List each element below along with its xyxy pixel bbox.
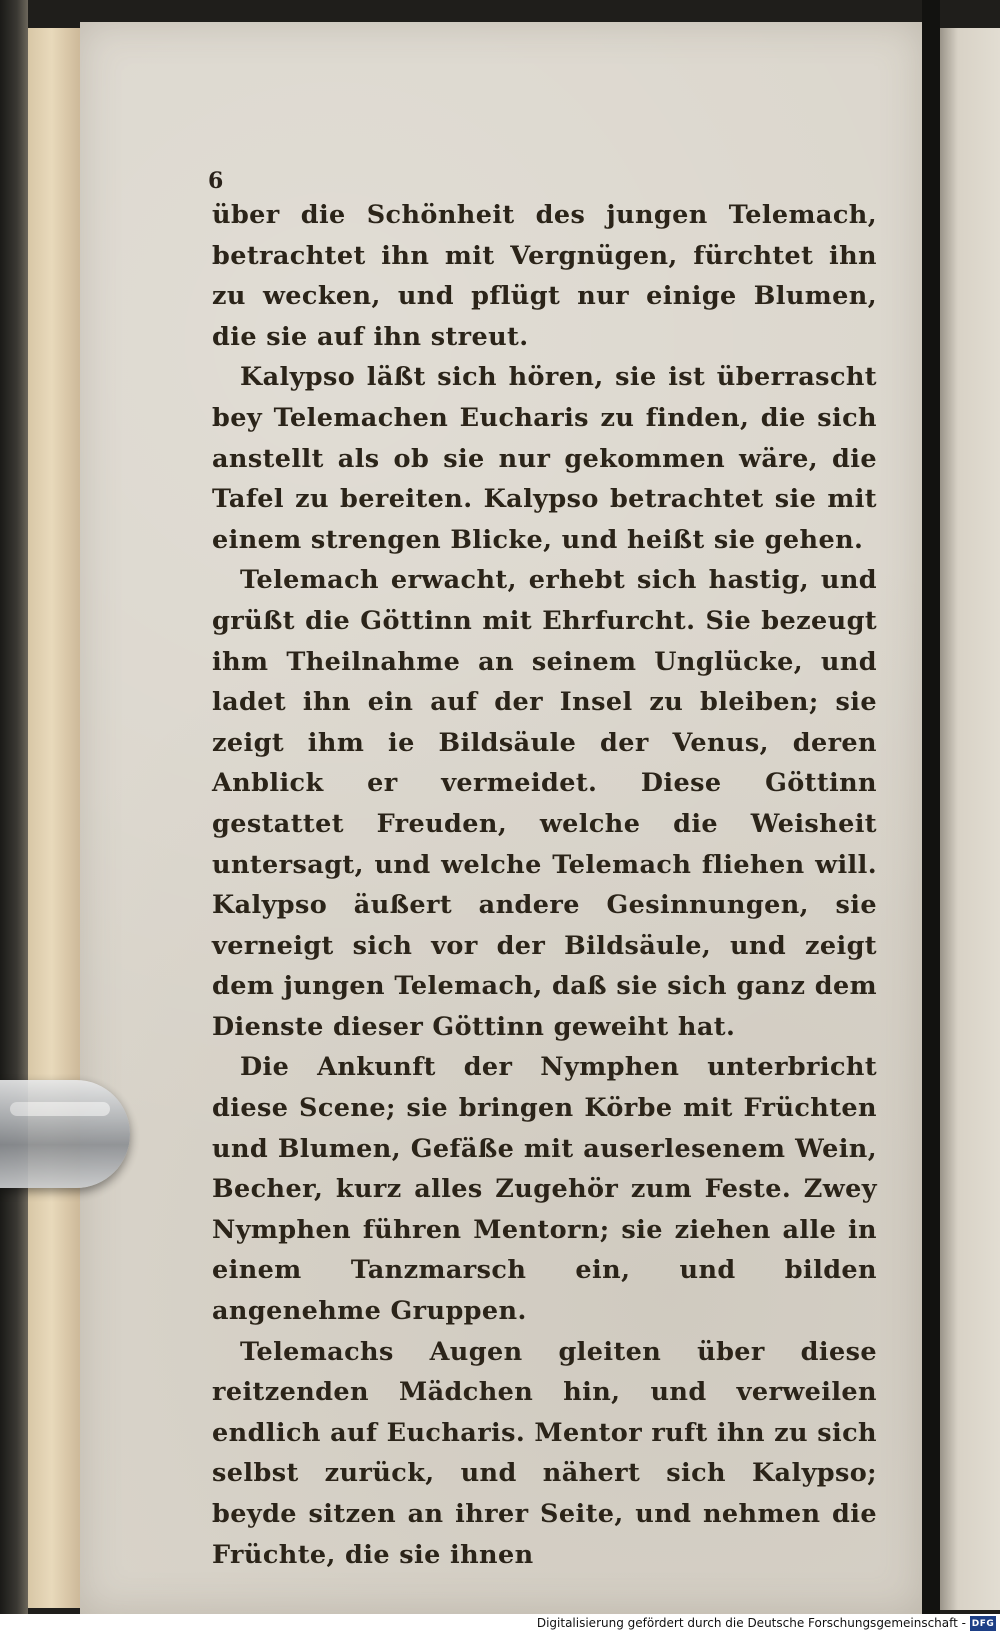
digitization-footer xyxy=(0,1614,1000,1633)
paragraph-5: Telemachs Augen gleiten über diese reitzenden Mädchen hin, und verweilen endlich auf Eucharis. Mentor ruft ihn zu sich selbst zurück, und nähert sich Kalypso; beyde sitzen an ihrer Seite, und nehmen die Früchte, die sie ihnen xyxy=(212,1336,877,1570)
funding-notice: Digitalisierung gefördert durch die Deutsche Forschungsgemeinschaft - xyxy=(536,1616,966,1630)
book-binding xyxy=(28,28,82,1608)
paragraph-4: Die Ankunft der Nymphen unterbricht diese Scene; sie bringen Körbe mit Früchten und Blumen, Gefäße mit auserlesenem Wein, Becher, kurz alles Zugehör zum Feste. Zwey Nymphen führen Mentorn; sie ziehen alle in einem Tanzmarsch ein, und bilden angenehme Gruppen. xyxy=(212,1052,877,1327)
dfg-logo: DFG xyxy=(970,1616,996,1631)
facing-page-edge xyxy=(940,28,1000,1610)
paragraph-3: Telemach erwacht, erhebt sich hastig, und grüßt die Göttinn mit Ehrfurcht. Sie bezeugt ihm Theilnahme an seinem Unglücke, und ladet ihn ein auf der Insel zu bleiben; sie zeigt ihm ie Bildsäule der Venus, deren Anblick er vermeidet. Diese Göttinn gestattet Freuden, welche die Weisheit untersagt, und welche Telemach fliehen will. Kalypso äußert andere Gesinnungen, sie verneigt sich vor der Bildsäule, und zeigt dem jungen Telemach, daß sie sich ganz dem Dienste dieser Göttinn geweiht hat. xyxy=(212,565,877,1042)
book-cover-edge xyxy=(0,0,28,1633)
page-text xyxy=(212,195,877,1575)
page-gutter xyxy=(922,0,940,1633)
page-clip xyxy=(0,1080,130,1188)
page-number: 6 xyxy=(208,168,224,194)
paragraph-2: Kalypso läßt sich hören, sie ist überrascht bey Telemachen Eucharis zu finden, die sich anstellt als ob sie nur gekommen wäre, die Tafel zu bereiten. Kalypso betrachtet sie mit einem strengen Blicke, und heißt sie gehen. xyxy=(212,362,877,555)
paragraph-1: über die Schönheit des jungen Telemach, betrachtet ihn mit Vergnügen, fürchtet ihn zu wecken, und pflügt nur einige Blumen, die sie auf ihn streut. xyxy=(212,200,877,352)
